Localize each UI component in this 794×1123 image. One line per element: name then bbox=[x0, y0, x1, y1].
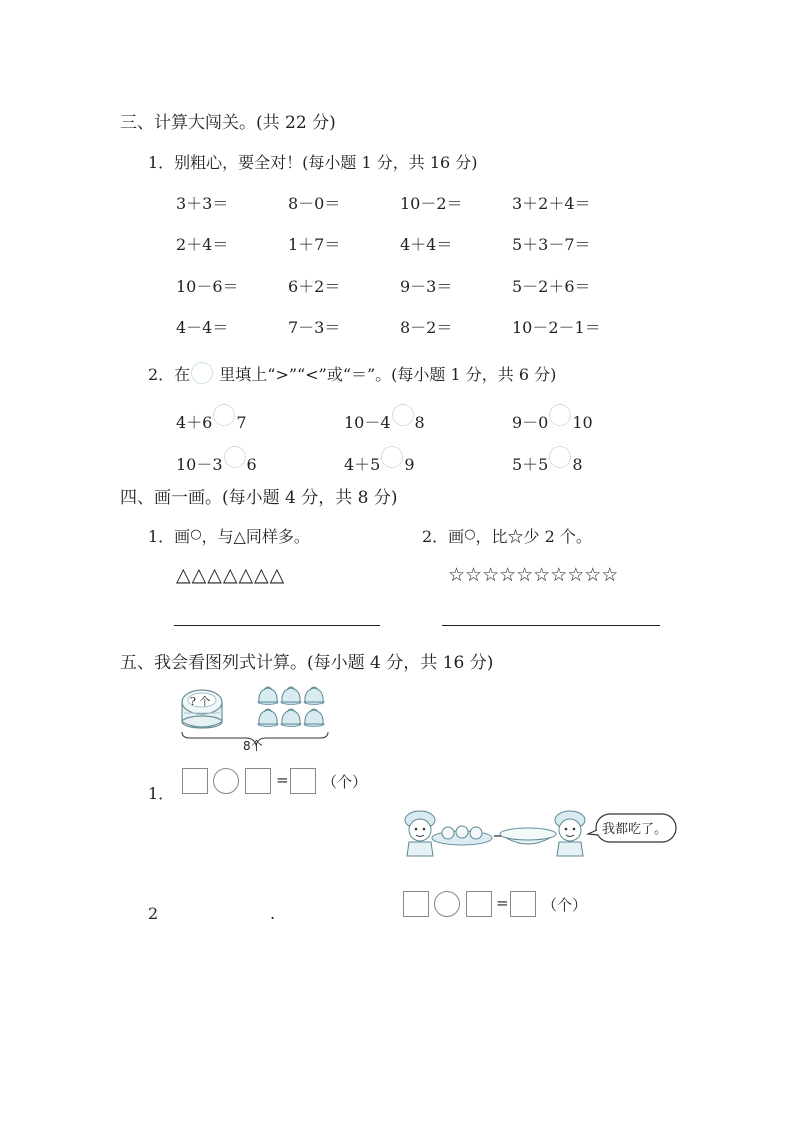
q3-2-label bbox=[148, 362, 556, 385]
equation-item: 10－2＝ bbox=[400, 194, 463, 213]
equation-item: 8－0＝ bbox=[288, 194, 341, 213]
comparison-left: 4＋5 bbox=[344, 455, 381, 474]
unit-label: （个） bbox=[542, 896, 588, 914]
child-icon bbox=[405, 811, 435, 856]
q3-2-label-before: 2．在 bbox=[148, 365, 191, 384]
q4-2-label-b: ，比☆少 2 个。 bbox=[475, 527, 592, 546]
q5-2-label: 2 bbox=[148, 904, 159, 923]
comparison-left: 10－4 bbox=[344, 413, 391, 432]
q4-1-label-a: 1．画 bbox=[148, 527, 191, 546]
answer-box[interactable] bbox=[510, 891, 536, 917]
q5-1-label: 1． bbox=[148, 784, 175, 803]
bun-icon bbox=[304, 709, 324, 727]
comparison-circle-icon bbox=[191, 362, 213, 384]
equation-item: 3＋2＋4＝ bbox=[512, 194, 591, 213]
q4-2-label-a: 2．画 bbox=[422, 527, 465, 546]
comparison-right: 7 bbox=[236, 413, 247, 432]
q4-1-label bbox=[148, 524, 310, 547]
comparison-item bbox=[176, 446, 257, 475]
answer-line-2[interactable] bbox=[442, 625, 660, 626]
equation-item: 8－2＝ bbox=[400, 318, 453, 337]
speech-text: 我都吃了。 bbox=[602, 822, 668, 837]
bun-icon bbox=[281, 709, 301, 727]
empty-plate-icon bbox=[500, 828, 556, 844]
equals-sign: = bbox=[496, 894, 509, 912]
comparison-item bbox=[344, 404, 425, 433]
comparison-item bbox=[176, 404, 247, 433]
operator-circle[interactable] bbox=[434, 891, 460, 917]
comparison-right: 8 bbox=[414, 413, 425, 432]
comparison-item bbox=[512, 446, 583, 475]
lid-text: ? 个 bbox=[190, 695, 211, 708]
comparison-left: 10－3 bbox=[176, 455, 223, 474]
comparison-circle-input[interactable] bbox=[549, 404, 571, 426]
q3-1-label: 1．别粗心，要全对！(每小题 1 分，共 16 分) bbox=[148, 153, 478, 172]
answer-box[interactable] bbox=[403, 891, 429, 917]
total-label: 8个 bbox=[243, 739, 263, 753]
equation-item: 5＋3－7＝ bbox=[512, 235, 591, 254]
equation-item: 1＋7＝ bbox=[288, 235, 341, 254]
answer-line-1[interactable] bbox=[174, 625, 380, 626]
bun-icon bbox=[304, 687, 324, 705]
equation-item: 3＋3＝ bbox=[176, 194, 229, 213]
equation-item: 5－2＋6＝ bbox=[512, 277, 591, 296]
comparison-circle-input[interactable] bbox=[381, 446, 403, 468]
comparison-left: 4＋6 bbox=[176, 413, 213, 432]
comparison-right: 6 bbox=[246, 455, 257, 474]
equation-item: 2＋4＝ bbox=[176, 235, 229, 254]
bun-icon bbox=[258, 687, 278, 705]
comparison-item bbox=[512, 404, 593, 433]
answer-box[interactable] bbox=[290, 768, 316, 794]
comparison-circle-input[interactable] bbox=[224, 446, 246, 468]
comparison-circle-input[interactable] bbox=[392, 404, 414, 426]
q4-2-label bbox=[422, 524, 592, 547]
q3-2-label-after: 里填上“>”“<”或“＝”。(每小题 1 分，共 6 分) bbox=[219, 365, 557, 384]
buns-group bbox=[258, 687, 324, 727]
equals-sign: = bbox=[276, 771, 289, 789]
plate-with-buns-icon bbox=[432, 826, 492, 845]
section5-title: 五、我会看图列式计算。(每小题 4 分，共 16 分) bbox=[120, 653, 494, 673]
equation-item: 10－2－1＝ bbox=[512, 318, 601, 337]
equation-item: 4－4＝ bbox=[176, 318, 229, 337]
comparison-item bbox=[344, 446, 415, 475]
answer-box[interactable] bbox=[245, 768, 271, 794]
circle-shape-icon: ○ bbox=[464, 527, 476, 542]
figure-children-plate bbox=[400, 808, 690, 868]
section4-title: 四、画一画。(每小题 4 分，共 8 分) bbox=[120, 488, 398, 508]
triangle-row: △△△△△△△ bbox=[176, 564, 286, 586]
comparison-left: 9－0 bbox=[512, 413, 549, 432]
equation-item: 6＋2＝ bbox=[288, 277, 341, 296]
star-row: ☆☆☆☆☆☆☆☆☆☆ bbox=[448, 564, 619, 586]
q4-1-label-b: ，与△同样多。 bbox=[201, 527, 310, 546]
answer-box[interactable] bbox=[182, 768, 208, 794]
unit-label: （个） bbox=[322, 773, 368, 791]
q5-2-dot: . bbox=[270, 904, 276, 923]
comparison-circle-input[interactable] bbox=[549, 446, 571, 468]
comparison-right: 10 bbox=[572, 413, 593, 432]
bun-icon bbox=[258, 709, 278, 727]
comparison-circle-input[interactable] bbox=[213, 404, 235, 426]
comparison-right: 8 bbox=[572, 455, 583, 474]
operator-circle[interactable] bbox=[213, 768, 239, 794]
bun-icon bbox=[281, 687, 301, 705]
circle-shape-icon: ○ bbox=[190, 527, 202, 542]
equation-item: 10－6＝ bbox=[176, 277, 239, 296]
child-icon bbox=[555, 811, 585, 856]
equation-item: 4＋4＝ bbox=[400, 235, 453, 254]
section3-title: 三、计算大闯关。(共 22 分) bbox=[120, 113, 336, 133]
equation-item: 7－3＝ bbox=[288, 318, 341, 337]
answer-box[interactable] bbox=[466, 891, 492, 917]
comparison-left: 5＋5 bbox=[512, 455, 549, 474]
equation-item: 9－3＝ bbox=[400, 277, 453, 296]
comparison-right: 9 bbox=[404, 455, 415, 474]
